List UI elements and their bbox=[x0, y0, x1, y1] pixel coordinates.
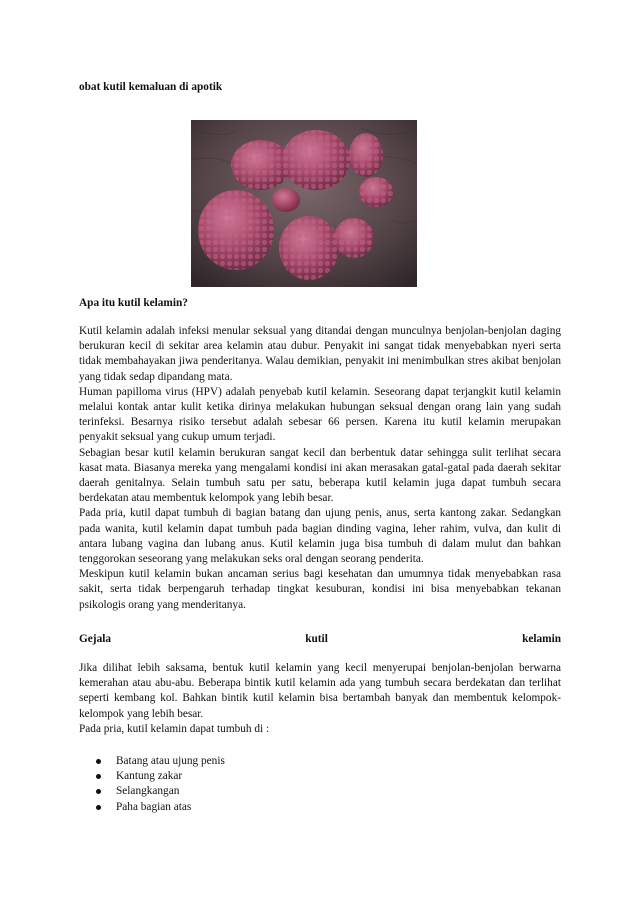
list-item-text: Batang atau ujung penis bbox=[116, 755, 225, 767]
list-item bbox=[79, 784, 561, 799]
list-item bbox=[79, 769, 561, 784]
paragraph: Pada pria, kutil dapat tumbuh di bagian batang dan ujung penis, anus, serta kantong zakar. Sedangkan pada wanita, kutil kelamin dapat tumbuh pada bagian dinding vagina, leher rahim, vulva, dan kulit di antara lubang vagina dan lubang anus. Kutil kelamin juga bisa tumbuh di dalam mulut dan bahkan tenggorokan seseorang yang melakukan seks oral dengan seorang penderita. bbox=[79, 507, 561, 566]
list-item-text: Paha bagian atas bbox=[116, 800, 192, 813]
list-item bbox=[79, 754, 561, 769]
section-heading-apa-itu: Apa itu kutil kelamin? bbox=[79, 297, 188, 309]
medical-photo bbox=[191, 120, 417, 287]
bullet-icon bbox=[96, 774, 101, 779]
paragraph: Pada pria, kutil kelamin dapat tumbuh di : bbox=[79, 722, 270, 735]
heading-word: kutil bbox=[305, 633, 328, 645]
bullet-icon bbox=[96, 789, 101, 794]
heading-word: kelamin bbox=[522, 633, 561, 645]
bullet-icon bbox=[96, 805, 101, 810]
paragraph: Meskipun kutil kelamin bukan ancaman serius bagi kesehatan dan umumnya tidak menyebabkan rasa sakit, serta tidak berpengaruh terhadap tingkat kesuburan, kondisi ini bisa menyebabkan tekanan psikologis orang yang menderitanya. bbox=[79, 568, 561, 611]
paragraph: Kutil kelamin adalah infeksi menular seksual yang ditandai dengan munculnya benjolan-benjolan daging berukuran kecil di sekitar area kelamin atau dubur. Penyakit ini sangat tidak menyebabkan nyeri serta tidak membahayakan jiwa penderitanya. Walau demikian, penyakit ini menimbulkan stres akibat benjolan yang tidak sedap dipandang mata. bbox=[79, 325, 561, 383]
list-item-text: Selangkangan bbox=[116, 785, 180, 798]
document-title: obat kutil kemaluan di apotik bbox=[79, 81, 223, 93]
paragraph: Human papilloma virus (HPV) adalah penyebab kutil kelamin. Seseorang dapat terjangkit kutil kelamin melalui kontak antar kulit ketika dirinya melakukan hubungan seksual dengan orang lain yang sudah terinfeksi. Besarnya risiko tersebut adalah sebesar 66 persen. Karena itu kutil kelamin merupakan penyakit seksual yang cukup umum terjadi. bbox=[79, 385, 561, 444]
list-item bbox=[79, 800, 561, 815]
bullet-list bbox=[79, 754, 561, 815]
section-body-gejala bbox=[79, 661, 561, 737]
section-body-apa-itu bbox=[79, 324, 561, 613]
heading-word: Gejala bbox=[79, 633, 111, 645]
paragraph: Sebagian besar kutil kelamin berukuran sangat kecil dan berbentuk datar sehingga sulit terlihat secara kasat mata. Biasanya mereka yang mengalami kondisi ini akan merasakan gatal-gatal pada daerah sekitar daerah genitalnya. Selain tumbuh satu per satu, beberapa kutil kelamin juga dapat tumbuh secara berdekatan atau membentuk kelompok yang lebih besar. bbox=[79, 446, 561, 505]
paragraph: Jika dilihat lebih saksama, bentuk kutil kelamin yang kecil menyerupai benjolan-benjolan berwarna kemerahan atau abu-abu. Beberapa bintik kutil kelamin ada yang tumbuh secara berdekatan dan terlihat seperti kembang kol. Bahkan bintik kutil kelamin bisa bertambah banyak dan membentuk kelompok-kelompok yang lebih besar. bbox=[79, 662, 561, 720]
bullet-icon bbox=[96, 759, 101, 764]
section-heading-gejala bbox=[79, 632, 561, 647]
list-item-text: Kantung zakar bbox=[116, 770, 183, 783]
